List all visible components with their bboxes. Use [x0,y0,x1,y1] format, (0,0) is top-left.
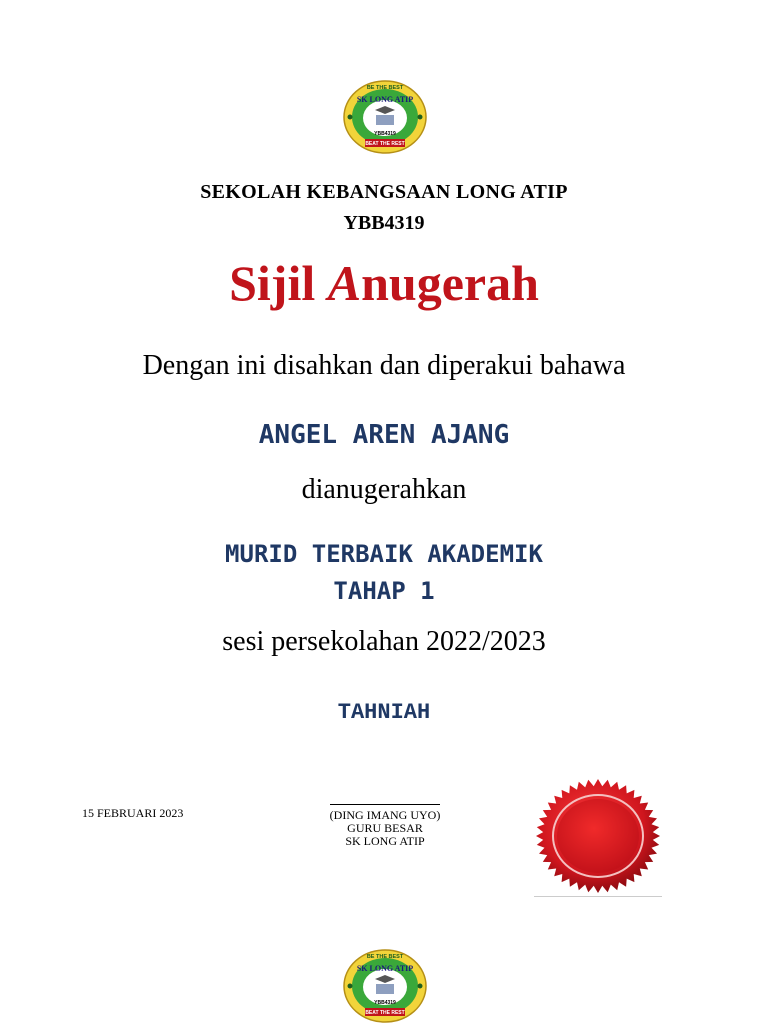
school-crest-icon [341,946,429,1024]
school-code: YBB4319 [343,212,425,234]
red-seal-icon [533,776,663,896]
logo-school-name: SK LONG ATIP [356,964,414,973]
logo-school-name: SK LONG ATIP [356,95,414,104]
certificate-title [0,254,768,312]
award-title-line-2: TAHAP 1 [333,577,435,605]
congratulations-text: TAHNIAH [337,700,431,725]
recipient-name: ANGEL AREN AJANG [258,420,510,450]
signatory-name: (DING IMANG UYO) [329,808,441,822]
logo-motto-top: BE THE BEST [366,954,404,960]
title-part-1: Sijil [229,255,328,311]
session-text: sesi persekolahan 2022/2023 [222,626,546,657]
award-title-line-1: MURID TERBAIK AKADEMIK [225,540,543,568]
logo-school-code: YBB4319 [374,131,396,137]
school-name: SEKOLAH KEBANGSAAN LONG ATIP [200,181,568,203]
signatory-position: GURU BESAR [347,821,423,835]
seal-baseline [534,896,662,897]
logo-motto-bottom: BEAT THE REST [365,1010,405,1016]
certificate-date: 15 FEBRUARI 2023 [82,806,184,820]
signatory-school: SK LONG ATIP [345,834,425,848]
awarded-text: dianugerahkan [301,474,467,505]
school-crest-icon [341,77,429,155]
logo-motto-top: BE THE BEST [366,85,404,91]
logo-school-code: YBB4319 [374,1000,396,1006]
intro-text: Dengan ini disahkan dan diperakui bahawa [142,350,626,381]
logo-motto-bottom: BEAT THE REST [365,141,405,147]
signature-line [330,804,440,805]
title-part-3: nugerah [361,255,539,311]
title-part-2: A [327,255,362,311]
